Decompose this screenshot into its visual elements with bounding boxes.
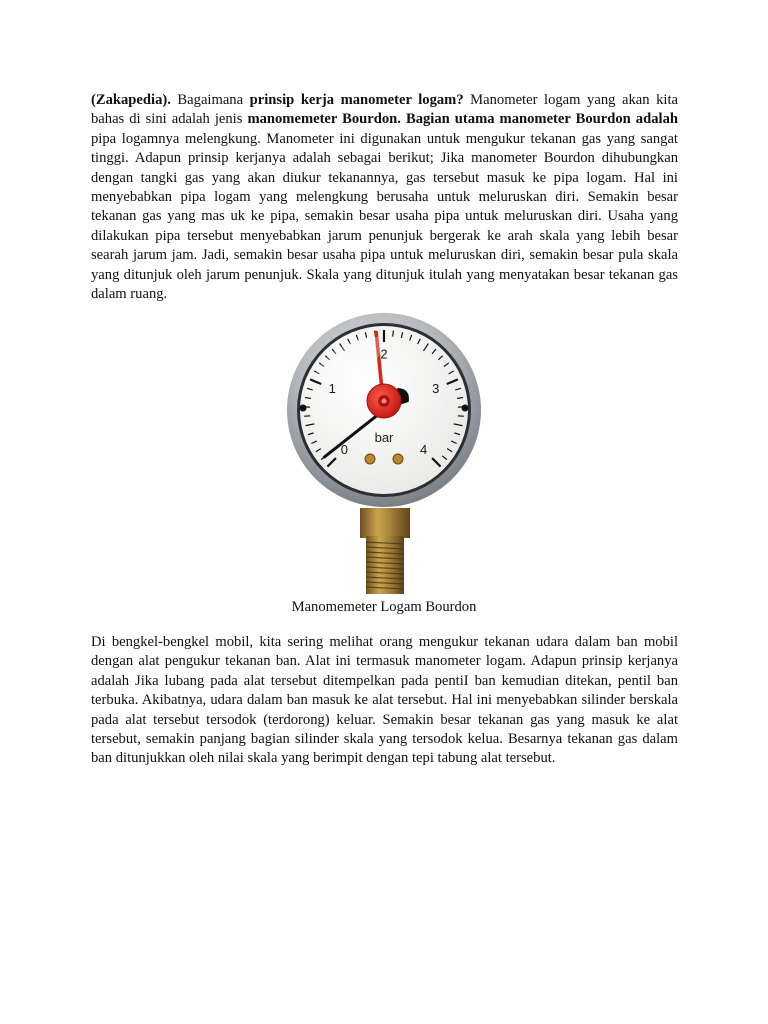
text-segment: Bagaimana	[170, 92, 250, 108]
dial-screw	[393, 454, 403, 464]
bourdon-gauge-photo	[250, 300, 518, 600]
text-segment: Manometer logam yang akan kita bahas di sini adalah jenis	[91, 92, 678, 128]
bold-term: manomemeter Bourdon. Bagian utama manometer Bourdon adalah	[247, 111, 678, 128]
paragraph-manometer-bourdon	[91, 91, 678, 304]
dial-screw	[365, 454, 375, 464]
rim-stopper	[462, 405, 469, 412]
dial-label: 0	[340, 442, 349, 458]
source-tag: (Zakapedia).	[91, 92, 171, 108]
rim-stopper	[300, 405, 307, 412]
figure-caption: Manomemeter Logam Bourdon	[291, 599, 477, 615]
unit-label: bar	[374, 430, 394, 445]
brass-fitting	[360, 508, 410, 594]
dial-label: 2	[380, 346, 388, 362]
dial-label: 4	[419, 442, 428, 458]
text-segment: pipa logamnya melengkung. Manometer ini digunakan untuk mengukur tekanan gas yang sangat tinggi. Adapun prinsip kerjanya adalah sebagai berikut; Jika manometer Bourdon dihubungkan dengan tangki gas yang akan diukur tekanannya, gas tersebut masuk ke pipa logam. Hal ini menyebabkan pipa logam yang melengkung berusaha untuk meluruskan diri. Semakin besar tekanan gas yang mas uk ke pipa, semakin besar usaha pipa untuk meluruskan diri. Usaha yang dilakukan pipa tersebut menyebabkan jarum penunjuk bergerak ke arah skala yang lebih besar searah jarum jam. Jadi, semakin besar usaha pipa untuk meluruskan diri, semakin besar pula skala yang ditunjuk oleh jarum penunjuk. Skala yang ditunjuk itulah yang menyatakan besar tekanan gas dalam ruang.	[91, 130, 678, 303]
bold-question: prinsip kerja manometer logam?	[249, 92, 464, 108]
dial-label: 3	[432, 381, 440, 397]
dial-label: 1	[328, 381, 336, 397]
paragraph-tire-gauge: Di bengkel-bengkel mobil, kita sering melihat orang mengukur tekanan udara dalam ban mobil dengan alat pengukur tekanan ban. Alat ini termasuk manometer logam. Adapun prinsip kerjanya adalah Jika lubang pada alat tersebut ditempelkan pada pentiI ban kemudian ditekan, pentil ban terbuka. Akibatnya, udara dalam ban masuk ke alat tersebut. Hal ini menyebabkan silinder berskala pada alat tersebut tersodok (terdorong) keluar. Semakin besar tekanan gas yang masuk ke alat tersebut, semakin panjang bagian silinder skala yang tersodok kelua. Besarnya tekanan gas dalam ban ditunjukkan oleh nilai skala yang berimpit dengan tepi tabung alat tersebut.	[91, 634, 678, 767]
dial-tick	[393, 331, 394, 337]
